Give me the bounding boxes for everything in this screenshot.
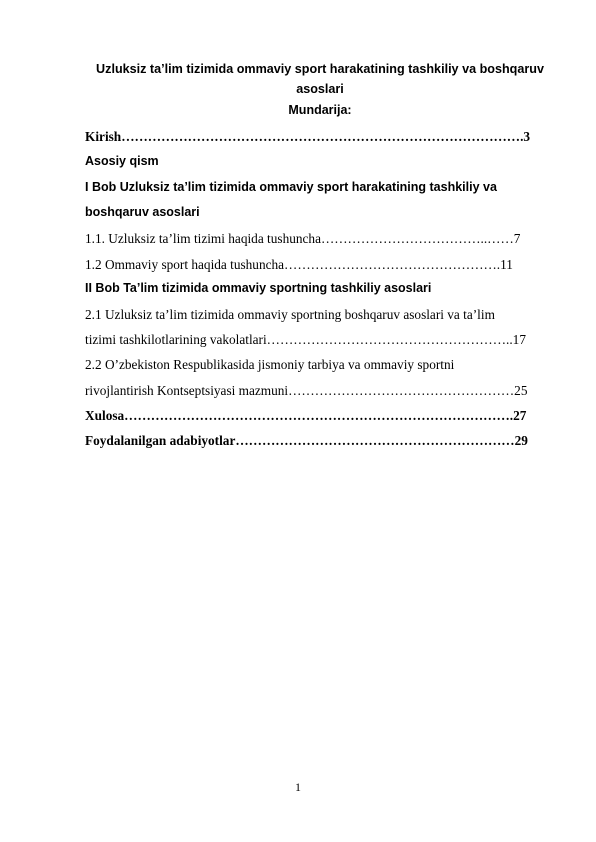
toc-entry-chapter-1-line-1: I Bob Uzluksiz ta’lim tizimida ommaviy sport harakatining tashkiliy va	[85, 180, 497, 194]
toc-entry-references: Foydalanilgan adabiyotlar………………………………………………………29	[85, 433, 528, 448]
toc-entry-chapter-1-line-2: boshqaruv asoslari	[85, 205, 200, 219]
document-title-line-1: Uzluksiz ta’lim tizimida ommaviy sport harakatining tashkiliy va boshqaruv	[96, 62, 544, 76]
page-number: 1	[295, 780, 301, 794]
toc-entry-section-2-1-line-2: tizimi tashkilotlarining vakolatlari………………………………………………..17	[85, 332, 526, 347]
document-title-line-2: asoslari	[296, 82, 344, 96]
toc-entry-main-part: Asosiy qism	[85, 154, 159, 168]
toc-entry-conclusion: Xulosa…………………………………………………………………………….27	[85, 408, 527, 423]
toc-entry-section-1-1: 1.1. Uzluksiz ta’lim tizimi haqida tushuncha………………………………..……7	[85, 231, 521, 246]
toc-entry-introduction: Kirish……………………………………………………………………………….3	[85, 129, 531, 144]
toc-entry-chapter-2: II Bob Ta’lim tizimida ommaviy sportning tashkiliy asoslari	[85, 281, 432, 295]
contents-heading: Mundarija:	[288, 103, 352, 117]
toc-entry-section-1-2: 1.2 Ommaviy sport haqida tushuncha………………………………………….11	[85, 257, 513, 272]
toc-entry-section-2-2-line-1: 2.2 O’zbekiston Respublikasida jismoniy tarbiya va ommaviy sportni	[85, 357, 455, 372]
toc-entry-section-2-1-line-1: 2.1 Uzluksiz ta’lim tizimida ommaviy sportning boshqaruv asoslari va ta’lim	[85, 307, 495, 322]
toc-entry-section-2-2-line-2: rivojlantirish Kontseptsiyasi mazmuni……………………………………………25	[85, 383, 528, 398]
